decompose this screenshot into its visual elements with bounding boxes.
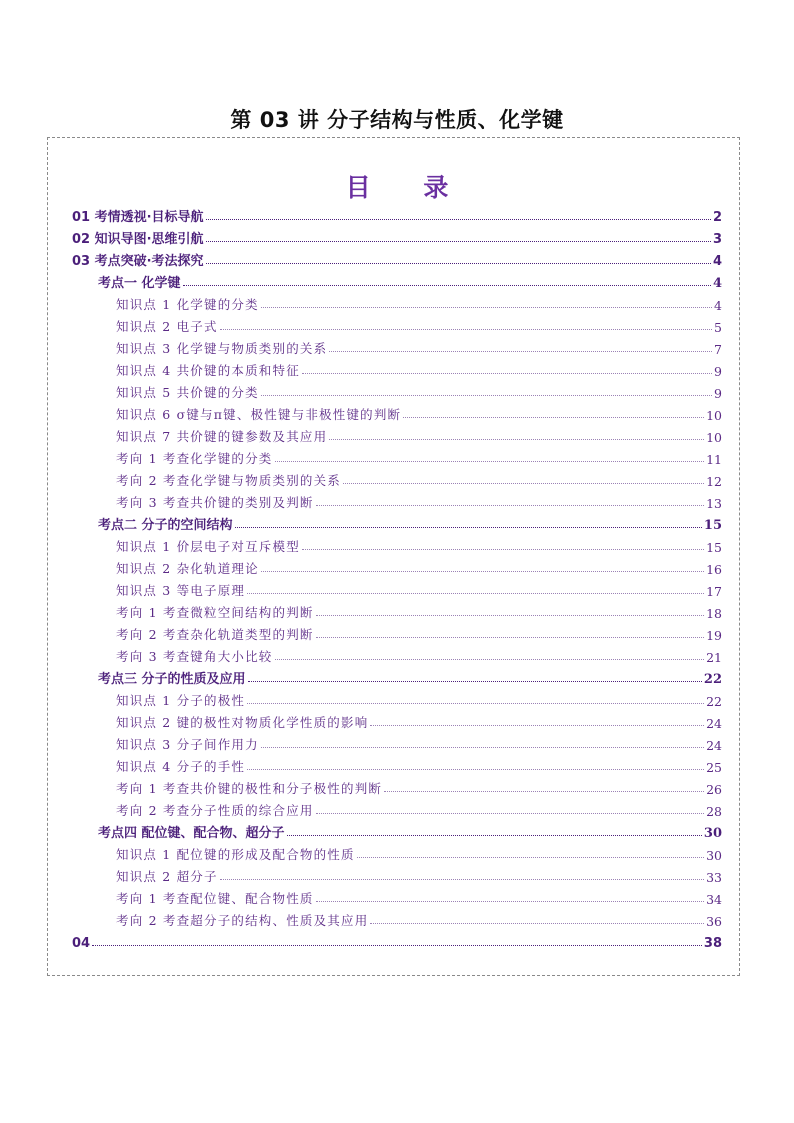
toc-entry-page: 12 [706,474,722,489]
toc-entry-label: 考向 1 考查化学键的分类 [116,451,273,466]
toc-leader-dots [275,658,705,660]
toc-leader-dots [261,394,712,396]
toc-entry-label: 02 知识导图·思维引航 [72,232,204,247]
toc-entry-label: 考点三 分子的性质及应用 [98,672,246,687]
toc-entry[interactable] [72,445,722,467]
toc-entry-page: 5 [714,320,722,335]
toc-leader-dots [247,768,704,770]
toc-leader-dots [206,262,711,264]
toc-entry-label: 考向 2 考查化学键与物质类别的关系 [116,473,342,488]
toc-leader-dots [370,922,704,924]
toc-entry-page: 25 [706,760,722,775]
toc-entry-page: 30 [703,826,722,841]
toc-entry-page: 33 [706,870,722,885]
toc-entry-page: 34 [706,892,722,907]
toc-entry-label: 知识点 5 共价键的分类 [116,385,259,400]
toc-entry-label: 考向 3 考查共价键的类别及判断 [116,495,314,510]
toc-entry-page: 10 [706,408,722,423]
toc-entry[interactable] [72,313,722,335]
toc-entry-label: 知识点 4 分子的手性 [116,759,246,774]
document-title: 第 03 讲 分子结构与性质、化学键 [230,108,564,132]
toc-entry[interactable] [72,797,722,819]
toc-entry[interactable] [72,753,722,775]
toc-entry-label: 04 [72,936,91,951]
toc-entry-page: 17 [706,584,722,599]
toc-leader-dots [316,812,704,814]
toc-entry-label: 考向 1 考查微粒空间结构的判断 [116,605,314,620]
toc-leader-dots [220,328,712,330]
toc-heading: 目 录 [345,173,471,202]
toc-entry-label: 考向 3 考查键角大小比较 [116,649,273,664]
toc-entry-page: 4 [714,298,722,313]
toc-entry-label: 考点四 配位键、配合物、超分子 [98,826,285,841]
toc-leader-dots [302,372,712,374]
toc-entry[interactable] [72,467,722,489]
toc-entry[interactable] [72,643,722,665]
toc-entry[interactable] [72,841,722,863]
toc-entry[interactable] [72,379,722,401]
toc-entry-label: 考点二 分子的空间结构 [98,518,233,533]
toc-entry-label: 知识点 2 键的极性对物质化学性质的影响 [116,715,369,730]
toc-leader-dots [316,636,704,638]
toc-entry-page: 38 [703,936,722,951]
toc-entry-label: 知识点 1 配位键的形成及配合物的性质 [116,847,355,862]
toc-entry[interactable] [72,489,722,511]
toc-entry-label: 知识点 2 杂化轨道理论 [116,561,259,576]
toc-entry[interactable] [72,511,722,533]
toc-entry-label: 知识点 2 电子式 [116,319,218,334]
toc-entry-page: 15 [706,540,722,555]
toc-entry-page: 11 [706,452,722,467]
toc-entry[interactable] [72,665,722,687]
toc-entry-label: 知识点 1 分子的极性 [116,693,246,708]
toc-entry[interactable] [72,621,722,643]
toc-entry[interactable] [72,555,722,577]
toc-leader-dots [357,856,704,858]
toc-entry-page: 3 [712,232,722,247]
toc-entry-page: 19 [706,628,722,643]
toc-leader-dots [248,680,702,682]
toc-entry-label: 考向 2 考查超分子的结构、性质及其应用 [116,913,369,928]
toc-leader-dots [329,350,712,352]
toc-leader-dots [261,306,712,308]
toc-entry-page: 9 [714,364,722,379]
toc-entry[interactable] [72,709,722,731]
toc-entry-page: 21 [706,650,722,665]
toc-entry-page: 10 [706,430,722,445]
toc-entry-page: 28 [706,804,722,819]
toc-leader-dots [275,460,705,462]
toc-entry[interactable] [72,775,722,797]
toc-entry-label: 知识点 1 化学键的分类 [116,297,259,312]
toc-entry[interactable] [72,247,722,269]
toc-entry-label: 知识点 7 共价键的键参数及其应用 [116,429,328,444]
toc-entry-page: 15 [703,518,722,533]
toc-entry-page: 22 [706,694,722,709]
toc-leader-dots [370,724,704,726]
toc-entry-page: 36 [706,914,722,929]
toc-leader-dots [206,240,711,242]
toc-entry-label: 知识点 3 分子间作用力 [116,737,259,752]
toc-entry[interactable] [72,203,722,225]
toc-entry-label: 03 考点突破·考法探究 [72,254,204,269]
toc-entry-page: 22 [703,672,722,687]
toc-entry-label: 知识点 2 超分子 [116,869,218,884]
toc-leader-dots [261,570,704,572]
toc-leader-dots [261,746,704,748]
toc-leader-dots [247,592,704,594]
toc-entry-page: 13 [706,496,722,511]
toc-leader-dots [384,790,704,792]
toc-entry-label: 考向 1 考查共价键的极性和分子极性的判断 [116,781,383,796]
toc-entry[interactable] [72,863,722,885]
toc-leader-dots [206,218,711,220]
toc-entry[interactable] [72,357,722,379]
toc-leader-dots [316,900,704,902]
toc-entry[interactable] [72,291,722,313]
toc-leader-dots [302,548,704,550]
toc-entry-page: 2 [712,210,722,225]
toc-entry[interactable] [72,577,722,599]
toc-entry[interactable] [72,269,722,291]
toc-entry[interactable] [72,401,722,423]
toc-leader-dots [316,504,704,506]
toc-entry-label: 知识点 4 共价键的本质和特征 [116,363,300,378]
toc-leader-dots [235,526,702,528]
toc-entry[interactable] [72,335,722,357]
toc-leader-dots [183,284,711,286]
toc-entry-page: 24 [706,716,722,731]
toc-entry-label: 考点一 化学键 [98,276,181,291]
toc-entry[interactable] [72,599,722,621]
toc-entry-label: 01 考情透视·目标导航 [72,210,204,225]
toc-entry[interactable] [72,929,722,951]
toc-entry-label: 知识点 3 等电子原理 [116,583,246,598]
toc-entry[interactable] [72,731,722,753]
toc-entry-page: 16 [706,562,722,577]
toc-entry-page: 18 [706,606,722,621]
toc-entry-page: 4 [712,254,722,269]
toc-leader-dots [247,702,704,704]
toc-leader-dots [403,416,704,418]
toc-entry-page: 7 [714,342,722,357]
toc-entry-page: 24 [706,738,722,753]
toc-entry[interactable] [72,423,722,445]
toc-entry-label: 考向 2 考查分子性质的综合应用 [116,803,314,818]
toc-entry-label: 知识点 6 σ键与π键、极性键与非极性键的判断 [116,407,402,422]
toc-entry[interactable] [72,819,722,841]
toc-leader-dots [329,438,704,440]
toc-entry-label: 知识点 3 化学键与物质类别的关系 [116,341,328,356]
toc-entry[interactable] [72,885,722,907]
toc-entry[interactable] [72,533,722,555]
toc-entry-page: 4 [712,276,722,291]
toc-entry-label: 考向 2 考查杂化轨道类型的判断 [116,627,314,642]
toc-leader-dots [92,944,702,946]
toc-entry[interactable] [72,907,722,929]
toc-entry-page: 9 [714,386,722,401]
toc-leader-dots [343,482,704,484]
toc-leader-dots [220,878,704,880]
toc-entry[interactable] [72,687,722,709]
toc-entry-label: 知识点 1 价层电子对互斥模型 [116,539,300,554]
toc-entry[interactable] [72,225,722,247]
toc-entry-page: 26 [706,782,722,797]
toc-entry-page: 30 [706,848,722,863]
toc-entry-label: 考向 1 考查配位键、配合物性质 [116,891,314,906]
toc-list [72,203,722,951]
toc-leader-dots [287,834,702,836]
toc-leader-dots [316,614,704,616]
